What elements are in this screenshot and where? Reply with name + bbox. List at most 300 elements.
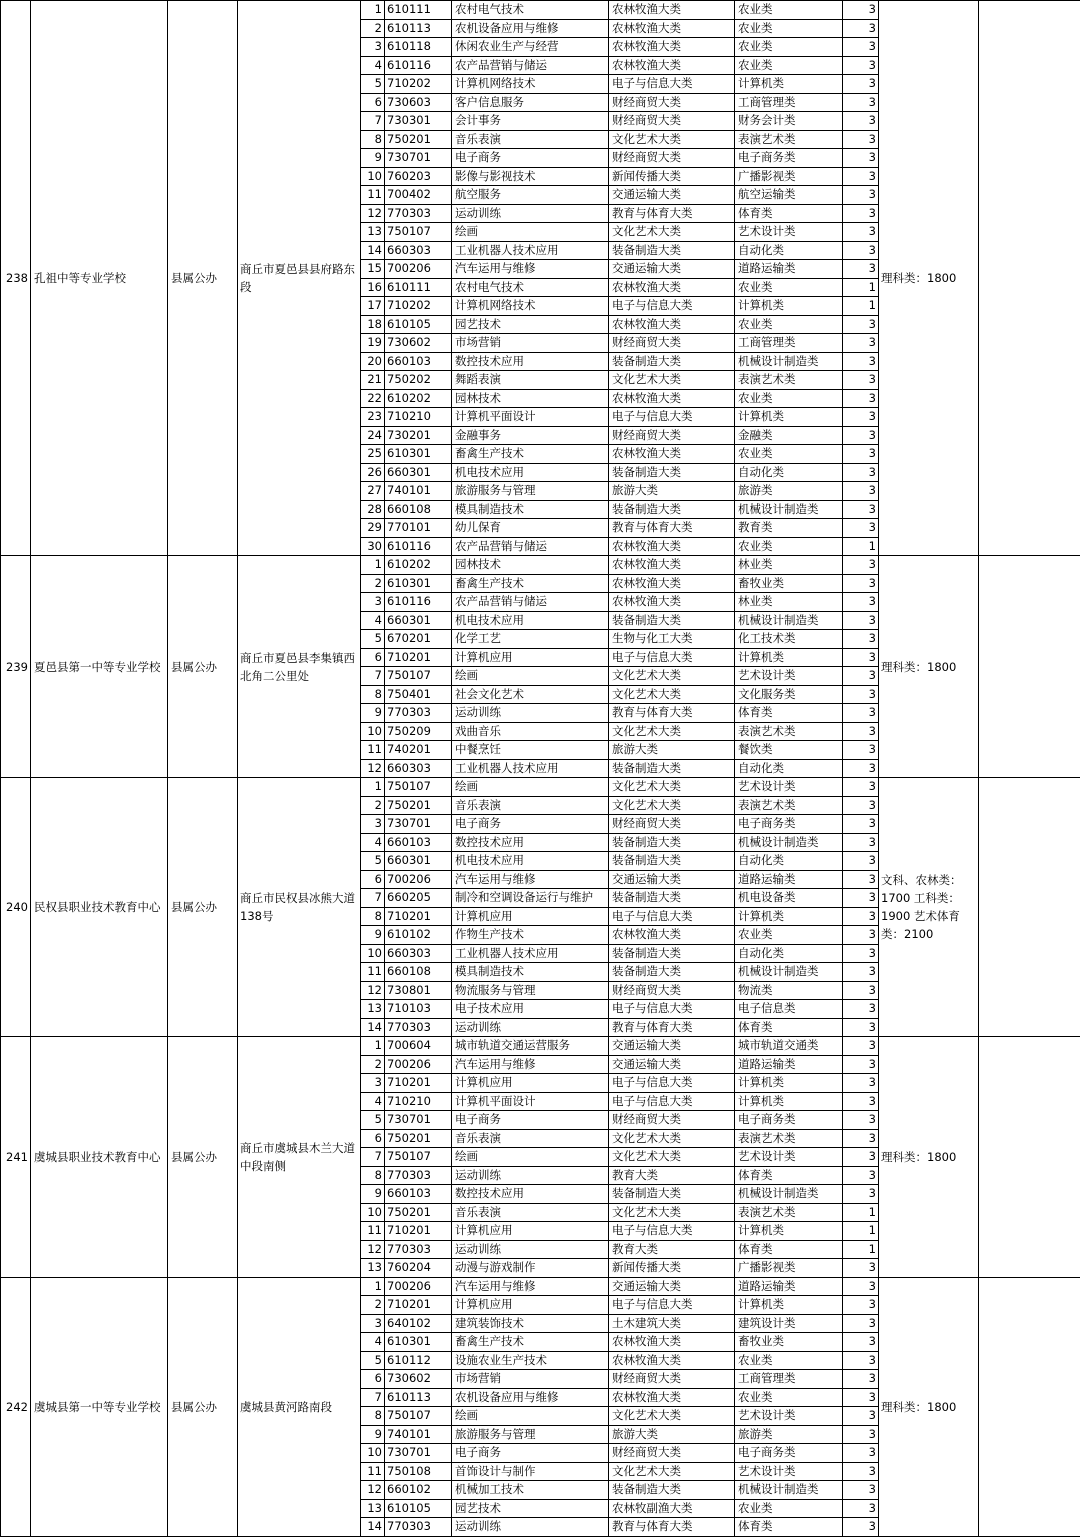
- program-class: 农业类: [735, 537, 843, 556]
- program-name: 汽车运用与维修: [452, 260, 609, 279]
- program-class: 计算机类: [735, 1296, 843, 1315]
- program-class: 表演艺术类: [735, 371, 843, 390]
- program-years: 3: [843, 648, 879, 667]
- program-category: 财经商贸大类: [609, 149, 735, 168]
- program-name: 旅游服务与管理: [452, 1425, 609, 1444]
- program-category: 装备制造大类: [609, 963, 735, 982]
- program-index: 7: [361, 667, 385, 686]
- program-category: 农林牧渔大类: [609, 315, 735, 334]
- program-years: 3: [843, 889, 879, 908]
- program-years: 3: [843, 352, 879, 371]
- school-address: 商丘市夏邑县县府路东段: [238, 1, 361, 556]
- program-years: 3: [843, 223, 879, 242]
- program-class: 道路运输类: [735, 260, 843, 279]
- program-years: 3: [843, 1000, 879, 1019]
- program-category: 财经商贸大类: [609, 815, 735, 834]
- program-years: 3: [843, 19, 879, 38]
- program-category: 旅游大类: [609, 1425, 735, 1444]
- program-name: 设施农业生产技术: [452, 1351, 609, 1370]
- program-name: 会计事务: [452, 112, 609, 131]
- program-years: 3: [843, 426, 879, 445]
- program-index: 21: [361, 371, 385, 390]
- program-name: 模具制造技术: [452, 500, 609, 519]
- program-name: 数控技术应用: [452, 833, 609, 852]
- program-category: 文化艺术大类: [609, 223, 735, 242]
- program-code: 700206: [385, 870, 452, 889]
- program-name: 园艺技术: [452, 315, 609, 334]
- program-name: 农机设备应用与维修: [452, 19, 609, 38]
- school-id: 242: [1, 1277, 31, 1536]
- program-code: 610113: [385, 19, 452, 38]
- program-class: 农业类: [735, 1, 843, 20]
- program-class: 农业类: [735, 19, 843, 38]
- program-name: 数控技术应用: [452, 352, 609, 371]
- program-category: 文化艺术大类: [609, 1129, 735, 1148]
- program-category: 装备制造大类: [609, 500, 735, 519]
- program-name: 运动训练: [452, 1018, 609, 1037]
- program-code: 770101: [385, 519, 452, 538]
- program-years: 3: [843, 741, 879, 760]
- program-code: 640102: [385, 1314, 452, 1333]
- program-category: 文化艺术大类: [609, 1407, 735, 1426]
- program-category: 交通运输大类: [609, 1277, 735, 1296]
- program-class: 农业类: [735, 1499, 843, 1518]
- program-name: 金融事务: [452, 426, 609, 445]
- program-category: 农林牧渔大类: [609, 19, 735, 38]
- school-name: 虞城县第一中等专业学校: [31, 1277, 168, 1536]
- program-category: 电子与信息大类: [609, 648, 735, 667]
- program-category: 电子与信息大类: [609, 297, 735, 316]
- program-category: 农林牧渔大类: [609, 445, 735, 464]
- program-class: 广播影视类: [735, 1259, 843, 1278]
- program-category: 财经商贸大类: [609, 1111, 735, 1130]
- school-type: 县属公办: [168, 1037, 238, 1278]
- program-code: 610116: [385, 593, 452, 612]
- program-class: 建筑设计类: [735, 1314, 843, 1333]
- program-code: 740101: [385, 482, 452, 501]
- program-category: 农林牧渔大类: [609, 56, 735, 75]
- program-name: 音乐表演: [452, 130, 609, 149]
- program-index: 1: [361, 1277, 385, 1296]
- program-name: 休闲农业生产与经营: [452, 38, 609, 57]
- school-address: 商丘市民权县冰熊大道138号: [238, 778, 361, 1037]
- program-name: 绘画: [452, 778, 609, 797]
- program-code: 610102: [385, 926, 452, 945]
- program-index: 12: [361, 981, 385, 1000]
- program-index: 2: [361, 796, 385, 815]
- program-code: 730701: [385, 149, 452, 168]
- program-class: 电子信息类: [735, 1000, 843, 1019]
- program-class: 电子商务类: [735, 1111, 843, 1130]
- program-years: 3: [843, 1166, 879, 1185]
- program-years: 3: [843, 1518, 879, 1537]
- program-class: 艺术设计类: [735, 667, 843, 686]
- program-code: 710210: [385, 1092, 452, 1111]
- program-code: 660103: [385, 352, 452, 371]
- program-code: 660102: [385, 1481, 452, 1500]
- program-index: 9: [361, 926, 385, 945]
- program-code: 660103: [385, 1185, 452, 1204]
- program-code: 660303: [385, 241, 452, 260]
- program-category: 电子与信息大类: [609, 1296, 735, 1315]
- program-name: 计算机应用: [452, 1222, 609, 1241]
- program-name: 工业机器人技术应用: [452, 759, 609, 778]
- program-code: 770303: [385, 1240, 452, 1259]
- program-category: 交通运输大类: [609, 1055, 735, 1074]
- program-category: 农林牧渔大类: [609, 389, 735, 408]
- program-name: 城市轨道交通运营服务: [452, 1037, 609, 1056]
- program-name: 运动训练: [452, 1240, 609, 1259]
- empty-cell: [979, 1037, 1080, 1278]
- program-years: 3: [843, 1388, 879, 1407]
- program-years: 3: [843, 389, 879, 408]
- program-years: 3: [843, 371, 879, 390]
- program-years: 3: [843, 759, 879, 778]
- program-category: 装备制造大类: [609, 611, 735, 630]
- program-class: 自动化类: [735, 463, 843, 482]
- program-class: 物流类: [735, 981, 843, 1000]
- program-category: 文化艺术大类: [609, 1148, 735, 1167]
- program-category: 财经商贸大类: [609, 112, 735, 131]
- program-name: 电子技术应用: [452, 1000, 609, 1019]
- program-class: 艺术设计类: [735, 1407, 843, 1426]
- program-name: 绘画: [452, 223, 609, 242]
- program-code: 710201: [385, 1296, 452, 1315]
- program-class: 自动化类: [735, 852, 843, 871]
- program-name: 市场营销: [452, 1370, 609, 1389]
- program-name: 物流服务与管理: [452, 981, 609, 1000]
- program-code: 730201: [385, 426, 452, 445]
- program-code: 770303: [385, 1018, 452, 1037]
- program-class: 计算机类: [735, 408, 843, 427]
- program-index: 13: [361, 1259, 385, 1278]
- program-code: 750209: [385, 722, 452, 741]
- program-years: 3: [843, 611, 879, 630]
- program-index: 14: [361, 1518, 385, 1537]
- program-code: 700604: [385, 1037, 452, 1056]
- program-category: 教育大类: [609, 1166, 735, 1185]
- program-category: 教育与体育大类: [609, 519, 735, 538]
- program-code: 760203: [385, 167, 452, 186]
- program-code: 770303: [385, 704, 452, 723]
- program-class: 体育类: [735, 1518, 843, 1537]
- program-code: 610112: [385, 1351, 452, 1370]
- program-index: 5: [361, 1111, 385, 1130]
- program-category: 文化艺术大类: [609, 722, 735, 741]
- program-category: 农林牧渔大类: [609, 593, 735, 612]
- program-class: 农业类: [735, 1351, 843, 1370]
- program-years: 3: [843, 112, 879, 131]
- program-years: 3: [843, 1351, 879, 1370]
- program-code: 750107: [385, 778, 452, 797]
- program-class: 机电设备类: [735, 889, 843, 908]
- program-category: 装备制造大类: [609, 241, 735, 260]
- program-code: 610301: [385, 1333, 452, 1352]
- program-name: 园林技术: [452, 556, 609, 575]
- tuition-fee: 理科类：1800: [879, 1037, 979, 1278]
- program-years: 3: [843, 926, 879, 945]
- program-years: 3: [843, 722, 879, 741]
- program-years: 3: [843, 260, 879, 279]
- program-code: 610116: [385, 537, 452, 556]
- program-class: 艺术设计类: [735, 1462, 843, 1481]
- program-category: 土木建筑大类: [609, 1314, 735, 1333]
- program-index: 11: [361, 741, 385, 760]
- school-address: 商丘市虞城县木兰大道中段南侧: [238, 1037, 361, 1278]
- program-name: 航空服务: [452, 186, 609, 205]
- program-name: 工业机器人技术应用: [452, 241, 609, 260]
- program-years: 3: [843, 1259, 879, 1278]
- program-index: 11: [361, 186, 385, 205]
- program-years: 3: [843, 1407, 879, 1426]
- program-category: 农林牧渔大类: [609, 1333, 735, 1352]
- program-category: 教育大类: [609, 1240, 735, 1259]
- program-years: 3: [843, 149, 879, 168]
- program-category: 电子与信息大类: [609, 1074, 735, 1093]
- program-class: 道路运输类: [735, 1055, 843, 1074]
- program-category: 装备制造大类: [609, 352, 735, 371]
- program-code: 770303: [385, 1166, 452, 1185]
- school-type: 县属公办: [168, 778, 238, 1037]
- program-name: 农产品营销与储运: [452, 56, 609, 75]
- program-code: 700206: [385, 1055, 452, 1074]
- program-years: 3: [843, 500, 879, 519]
- program-code: 660205: [385, 889, 452, 908]
- program-index: 8: [361, 1407, 385, 1426]
- school-address: 商丘市夏邑县李集镇西北角二公里处: [238, 556, 361, 778]
- program-class: 农业类: [735, 389, 843, 408]
- program-code: 750107: [385, 1407, 452, 1426]
- program-index: 13: [361, 1000, 385, 1019]
- table-row: [1, 1, 1080, 20]
- program-index: 13: [361, 223, 385, 242]
- program-years: 3: [843, 852, 879, 871]
- program-name: 汽车运用与维修: [452, 1055, 609, 1074]
- program-name: 作物生产技术: [452, 926, 609, 945]
- program-name: 运动训练: [452, 1166, 609, 1185]
- program-category: 文化艺术大类: [609, 685, 735, 704]
- program-category: 文化艺术大类: [609, 778, 735, 797]
- program-code: 610301: [385, 574, 452, 593]
- program-code: 610118: [385, 38, 452, 57]
- school-id: 239: [1, 556, 31, 778]
- program-index: 10: [361, 1444, 385, 1463]
- program-category: 电子与信息大类: [609, 1222, 735, 1241]
- program-code: 660301: [385, 463, 452, 482]
- program-years: 3: [843, 241, 879, 260]
- program-category: 农林牧渔大类: [609, 926, 735, 945]
- program-code: 730701: [385, 1111, 452, 1130]
- program-category: 农林牧渔大类: [609, 574, 735, 593]
- program-name: 绘画: [452, 1148, 609, 1167]
- school-type: 县属公办: [168, 556, 238, 778]
- program-years: 1: [843, 1240, 879, 1259]
- program-name: 舞蹈表演: [452, 371, 609, 390]
- program-index: 16: [361, 278, 385, 297]
- program-category: 装备制造大类: [609, 463, 735, 482]
- program-class: 旅游类: [735, 482, 843, 501]
- program-index: 12: [361, 204, 385, 223]
- program-class: 畜牧业类: [735, 574, 843, 593]
- program-years: 3: [843, 38, 879, 57]
- program-years: 1: [843, 1203, 879, 1222]
- program-index: 30: [361, 537, 385, 556]
- program-category: 文化艺术大类: [609, 796, 735, 815]
- program-category: 财经商贸大类: [609, 1444, 735, 1463]
- program-years: 3: [843, 1074, 879, 1093]
- school-name: 民权县职业技术教育中心: [31, 778, 168, 1037]
- program-years: 3: [843, 704, 879, 723]
- program-code: 710202: [385, 75, 452, 94]
- program-category: 农林牧渔大类: [609, 1351, 735, 1370]
- program-category: 电子与信息大类: [609, 75, 735, 94]
- program-category: 装备制造大类: [609, 889, 735, 908]
- program-class: 自动化类: [735, 241, 843, 260]
- program-category: 新闻传播大类: [609, 1259, 735, 1278]
- program-class: 机械设计制造类: [735, 833, 843, 852]
- program-category: 农林牧渔大类: [609, 556, 735, 575]
- program-years: 3: [843, 667, 879, 686]
- program-class: 航空运输类: [735, 186, 843, 205]
- program-code: 750201: [385, 1129, 452, 1148]
- program-class: 机械设计制造类: [735, 352, 843, 371]
- program-name: 农产品营销与储运: [452, 537, 609, 556]
- program-code: 750201: [385, 130, 452, 149]
- program-code: 710201: [385, 648, 452, 667]
- program-name: 机械加工技术: [452, 1481, 609, 1500]
- program-name: 机电技术应用: [452, 463, 609, 482]
- program-name: 化学工艺: [452, 630, 609, 649]
- program-index: 10: [361, 722, 385, 741]
- program-name: 计算机应用: [452, 1074, 609, 1093]
- program-name: 电子商务: [452, 815, 609, 834]
- program-years: 3: [843, 778, 879, 797]
- program-category: 教育与体育大类: [609, 1518, 735, 1537]
- program-index: 7: [361, 1388, 385, 1407]
- program-code: 730603: [385, 93, 452, 112]
- empty-cell: [979, 556, 1080, 778]
- program-index: 6: [361, 1370, 385, 1389]
- program-class: 机械设计制造类: [735, 500, 843, 519]
- program-name: 计算机应用: [452, 907, 609, 926]
- program-index: 6: [361, 648, 385, 667]
- program-class: 计算机类: [735, 1074, 843, 1093]
- program-code: 750107: [385, 223, 452, 242]
- program-years: 3: [843, 93, 879, 112]
- program-name: 电子商务: [452, 149, 609, 168]
- program-index: 1: [361, 1037, 385, 1056]
- program-name: 戏曲音乐: [452, 722, 609, 741]
- program-code: 710210: [385, 408, 452, 427]
- program-category: 文化艺术大类: [609, 667, 735, 686]
- program-years: 3: [843, 130, 879, 149]
- program-index: 4: [361, 56, 385, 75]
- program-years: 3: [843, 1462, 879, 1481]
- program-index: 6: [361, 870, 385, 889]
- program-class: 工商管理类: [735, 1370, 843, 1389]
- program-index: 2: [361, 1055, 385, 1074]
- program-index: 9: [361, 704, 385, 723]
- program-years: 3: [843, 907, 879, 926]
- program-name: 幼儿保育: [452, 519, 609, 538]
- program-years: 3: [843, 1481, 879, 1500]
- program-class: 机械设计制造类: [735, 963, 843, 982]
- program-class: 农业类: [735, 926, 843, 945]
- program-category: 生物与化工大类: [609, 630, 735, 649]
- program-name: 农村电气技术: [452, 1, 609, 20]
- program-code: 610111: [385, 278, 452, 297]
- program-index: 11: [361, 1222, 385, 1241]
- program-category: 财经商贸大类: [609, 93, 735, 112]
- program-name: 音乐表演: [452, 796, 609, 815]
- program-code: 750401: [385, 685, 452, 704]
- program-index: 4: [361, 611, 385, 630]
- empty-cell: [979, 778, 1080, 1037]
- program-index: 18: [361, 315, 385, 334]
- program-category: 教育与体育大类: [609, 704, 735, 723]
- program-name: 动漫与游戏制作: [452, 1259, 609, 1278]
- program-index: 10: [361, 944, 385, 963]
- empty-cell: [979, 1277, 1080, 1536]
- program-code: 610105: [385, 1499, 452, 1518]
- program-index: 5: [361, 852, 385, 871]
- program-category: 交通运输大类: [609, 260, 735, 279]
- program-index: 15: [361, 260, 385, 279]
- program-index: 8: [361, 130, 385, 149]
- program-name: 绘画: [452, 667, 609, 686]
- program-class: 表演艺术类: [735, 722, 843, 741]
- table-row: [1, 556, 1080, 575]
- program-code: 660108: [385, 963, 452, 982]
- program-years: 3: [843, 1425, 879, 1444]
- table-body: [1, 1, 1080, 1537]
- program-index: 3: [361, 815, 385, 834]
- program-years: 3: [843, 685, 879, 704]
- program-category: 装备制造大类: [609, 852, 735, 871]
- program-code: 760204: [385, 1259, 452, 1278]
- program-years: 3: [843, 944, 879, 963]
- program-class: 表演艺术类: [735, 130, 843, 149]
- program-years: 3: [843, 1444, 879, 1463]
- program-name: 建筑装饰技术: [452, 1314, 609, 1333]
- program-category: 农林牧渔大类: [609, 1388, 735, 1407]
- program-class: 农业类: [735, 1388, 843, 1407]
- program-category: 农林牧渔大类: [609, 38, 735, 57]
- program-code: 710201: [385, 1222, 452, 1241]
- program-code: 770303: [385, 1518, 452, 1537]
- program-class: 农业类: [735, 38, 843, 57]
- program-years: 3: [843, 56, 879, 75]
- program-category: 教育与体育大类: [609, 204, 735, 223]
- program-class: 餐饮类: [735, 741, 843, 760]
- program-code: 730701: [385, 815, 452, 834]
- program-class: 道路运输类: [735, 870, 843, 889]
- program-class: 农业类: [735, 315, 843, 334]
- empty-cell: [979, 1, 1080, 556]
- program-index: 2: [361, 19, 385, 38]
- program-name: 音乐表演: [452, 1203, 609, 1222]
- program-name: 运动训练: [452, 204, 609, 223]
- program-code: 610202: [385, 389, 452, 408]
- program-years: 1: [843, 297, 879, 316]
- program-name: 首饰设计与制作: [452, 1462, 609, 1481]
- program-index: 8: [361, 907, 385, 926]
- program-name: 畜禽生产技术: [452, 445, 609, 464]
- program-category: 装备制造大类: [609, 944, 735, 963]
- program-index: 1: [361, 778, 385, 797]
- program-name: 电子商务: [452, 1444, 609, 1463]
- program-index: 5: [361, 630, 385, 649]
